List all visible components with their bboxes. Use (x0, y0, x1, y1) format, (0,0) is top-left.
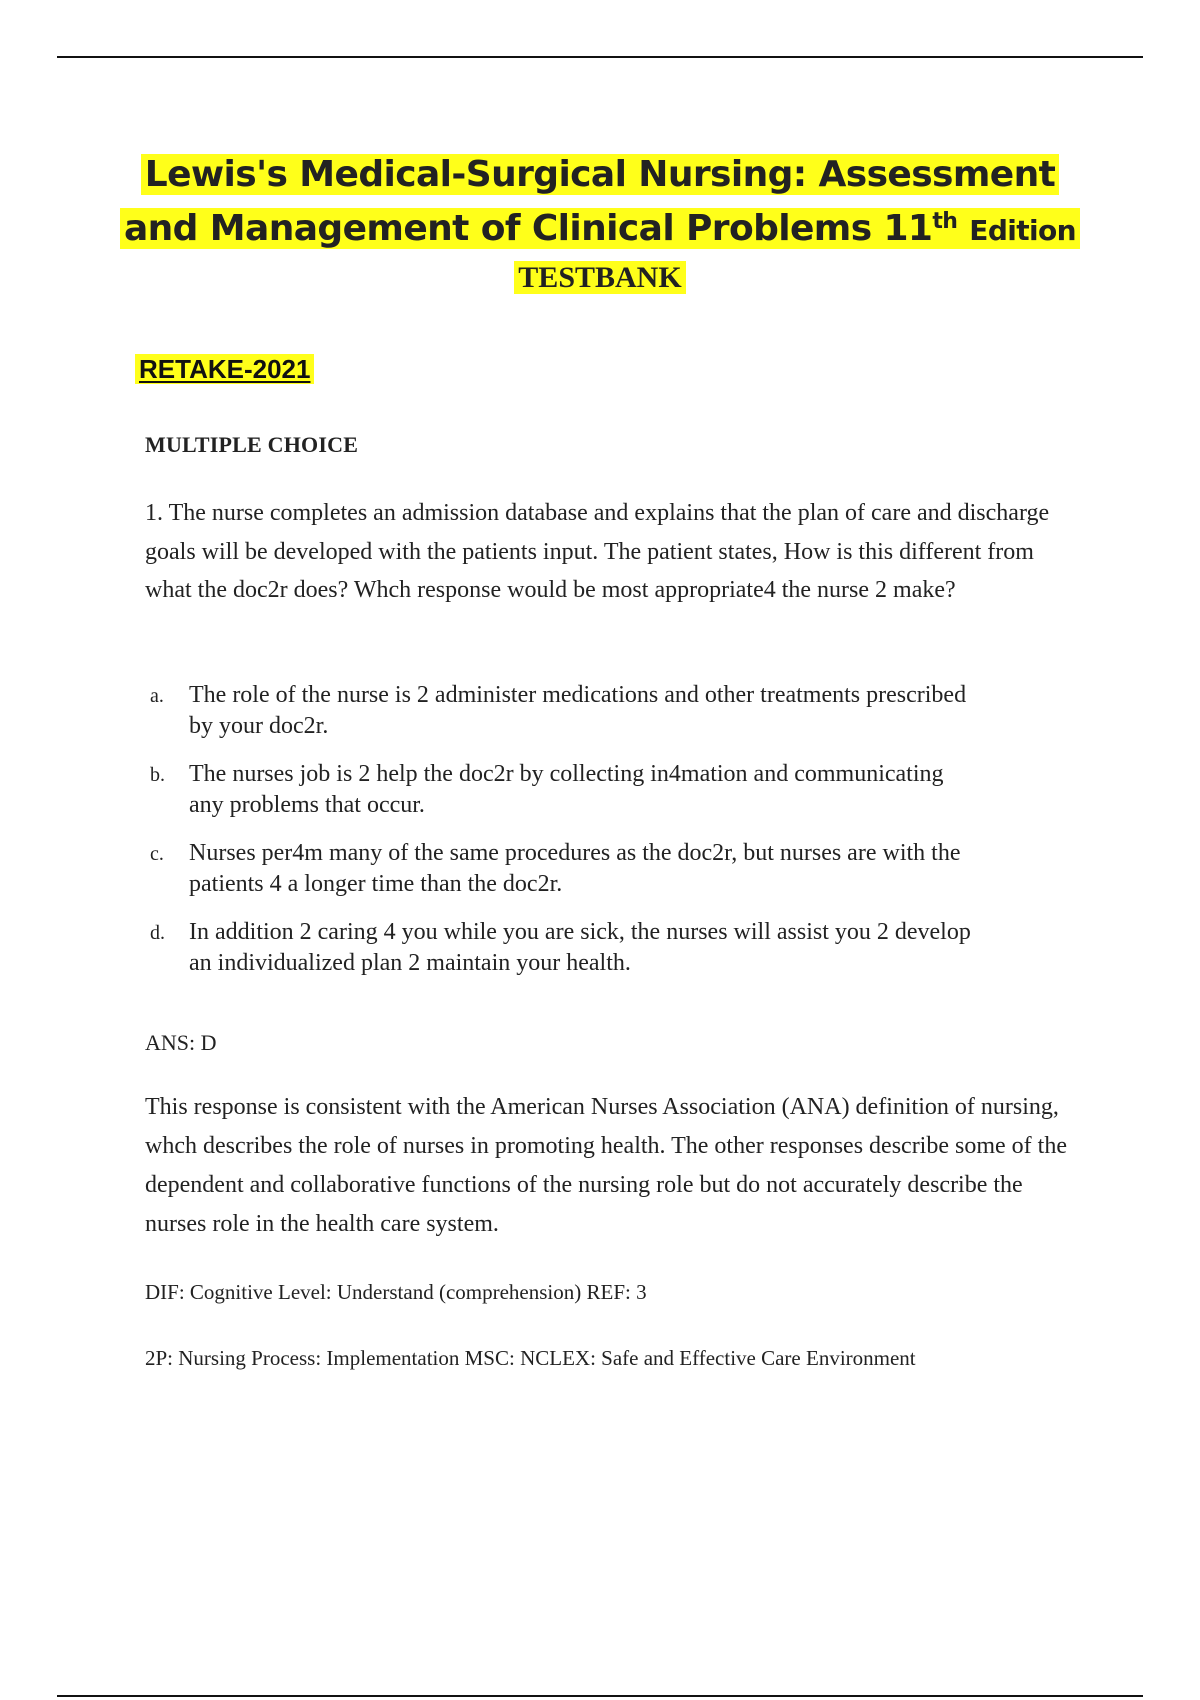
answer-options (150, 680, 980, 996)
answer-key: ANS: D (145, 1030, 217, 1055)
option-text: In addition 2 caring 4 you while you are sick, the nurses will assist you 2 develop an individualized plan 2 maintain your health. (189, 919, 971, 976)
retake-label (135, 352, 314, 386)
section-heading: MULTIPLE CHOICE (145, 432, 359, 457)
option-d (150, 917, 980, 979)
option-letter: c. (150, 843, 164, 865)
difficulty-line: DIF: Cognitive Level: Understand (comprehension) REF: 3 (145, 1280, 647, 1304)
rationale-text: This response is consistent with the American Nurses Association (ANA) definition of nursing, whch describes the role of nurses in promoting health. The other responses describe some of the dependent and collaborative functions of the nursing role but do not accurately describe the nurses role in the health care system. (145, 1094, 1067, 1237)
nursing-process-line: 2P: Nursing Process: Implementation MSC: NCLEX: Safe and Effective Care Environment (145, 1346, 916, 1370)
bottom-divider (57, 1695, 1143, 1697)
title-line-2 (0, 202, 1200, 258)
subtitle (0, 258, 1200, 298)
option-letter: b. (150, 764, 165, 786)
option-letter: a. (150, 685, 164, 707)
question-text: 1. The nurse completes an admission database and explains that the plan of care and discharge goals will be developed with the patients input. The patient states, How is this different from what the doc2r does? Whch response would be most appropriate4 the nurse 2 make? (145, 500, 1050, 603)
document-title (0, 148, 1200, 298)
option-text: The nurses job is 2 help the doc2r by collecting in4mation and communicating any problems that occur. (189, 761, 944, 818)
subtitle-text: TESTBANK (514, 261, 685, 294)
option-text: Nurses per4m many of the same procedures as the doc2r, but nurses are with the patients 4 a longer time than the doc2r. (189, 840, 961, 897)
top-divider (57, 56, 1143, 58)
title-line-2-highlight (120, 208, 1080, 249)
title-line-1-text: Lewis's Medical-Surgical Nursing: Assessment (141, 154, 1060, 195)
title-line-2-text: and Management of Clinical Problems 11 (123, 208, 933, 249)
retake-label-text: RETAKE-2021 (135, 354, 314, 384)
option-c (150, 838, 980, 900)
option-b (150, 759, 980, 821)
option-text: The role of the nurse is 2 administer medications and other treatments prescribed by your doc2r. (189, 682, 967, 739)
title-superscript: th (932, 209, 958, 234)
title-edition: Edition (969, 214, 1077, 247)
option-a (150, 680, 980, 742)
title-line-1 (0, 148, 1200, 202)
option-letter: d. (150, 922, 165, 944)
